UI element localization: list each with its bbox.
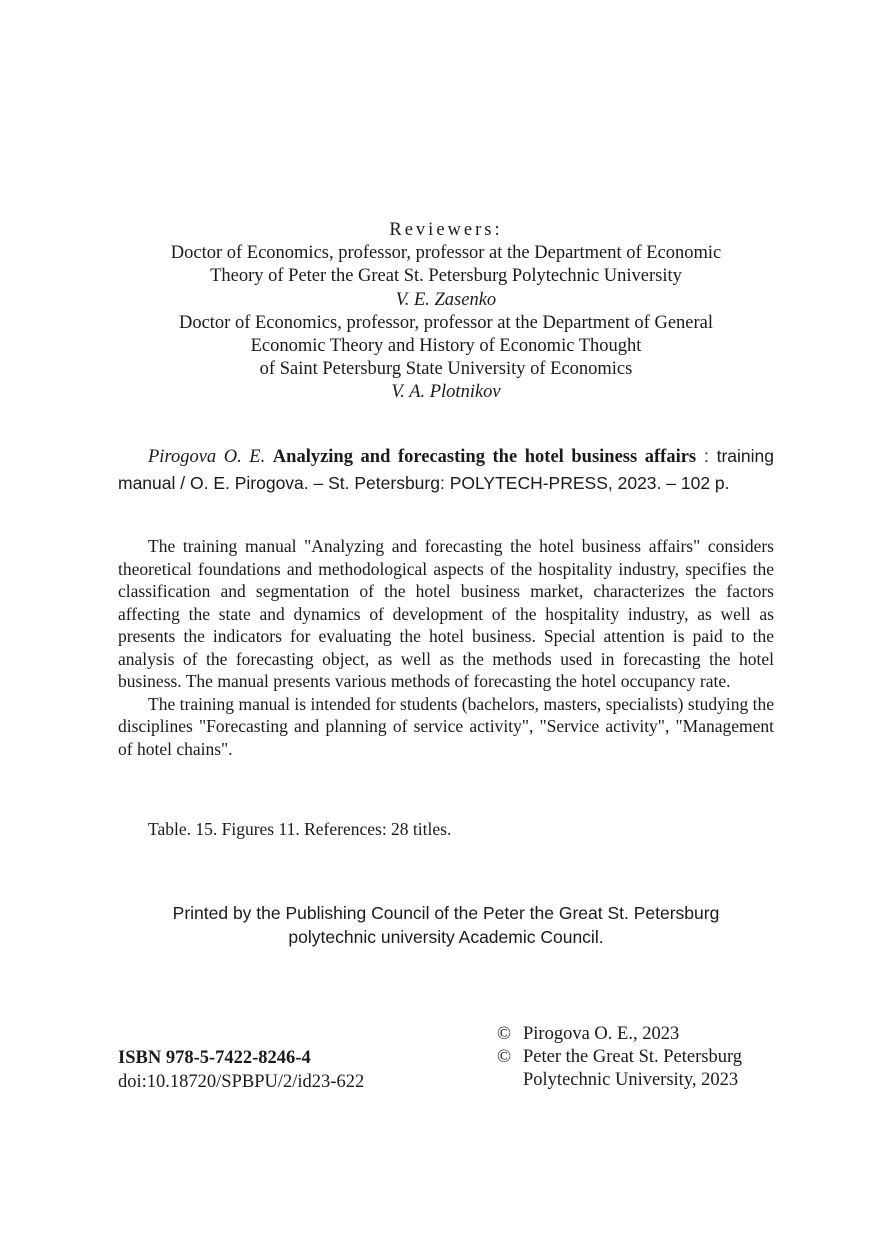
copyright-icon: © xyxy=(497,1024,512,1044)
reviewer-1-affiliation-line-2: Theory of Peter the Great St. Petersburg Polytechnic University xyxy=(210,266,682,287)
doi: doi:10.18720/SPBPU/2/id23-622 xyxy=(118,1072,365,1092)
reviewer-1-affiliation-line-1: Doctor of Economics, professor, professor at the Department of Economic xyxy=(170,243,722,264)
copyright-icon: © xyxy=(497,1047,512,1068)
abstract-paragraph-1: The training manual "Analyzing and forecasting the hotel business affairs" considers theoretical foundations and methodological aspects of the hospitality industry, specifies the classification and segmentation of the hotel business market, characterizes the factors affecting the state and dynamics of development of the hospitality industry, as well as presents the indicators for evaluating the hotel business. Special attention is paid to the analysis of the forecasting object, as well as the methods used in forecasting the hotel business. The manual presents various methods of forecasting the hotel occupancy rate. xyxy=(118,536,774,691)
printed-by-notice xyxy=(118,902,774,949)
bibliographic-citation xyxy=(118,443,774,497)
reviewers-block xyxy=(118,219,774,405)
reviewer-2-affiliation-line-1: Doctor of Economics, professor, professor at the Department of General xyxy=(178,312,714,333)
copyright-holder-author: Pirogova O. E., 2023 xyxy=(523,1024,680,1044)
content-counts: Table. 15. Figures 11. References: 28 titles. xyxy=(148,819,452,839)
citation-title: Analyzing and forecasting the hotel business affairs xyxy=(272,447,697,467)
reviewer-2-affiliation-line-2: Economic Theory and History of Economic Thought xyxy=(250,336,642,357)
copyright-holder-university-line-1: Peter the Great St. Petersburg xyxy=(523,1047,743,1068)
copyright-block xyxy=(497,1023,742,1093)
abstract xyxy=(118,535,774,760)
printed-by-line-1: Printed by the Publishing Council of the Peter the Great St. Petersburg xyxy=(172,903,720,923)
copyright-row-author xyxy=(497,1023,742,1046)
abstract-paragraph-2: The training manual is intended for students (bachelors, masters, specialists) studying the disciplines "Forecasting and planning of service activity", "Service activity", "Management of hotel chains". xyxy=(118,693,774,759)
copyright-row-university-cont xyxy=(497,1069,742,1092)
citation-publication: – St. Petersburg: POLYTECH-PRESS, 2023. – 102 p. xyxy=(308,473,730,493)
reviewers-heading: Reviewers: xyxy=(389,220,503,240)
copyright-row-university xyxy=(497,1046,742,1069)
printed-by-line-2: polytechnic university Academic Council. xyxy=(288,926,604,947)
reviewer-2-affiliation-line-3: of Saint Petersburg State University of Economics xyxy=(259,359,633,380)
isbn: ISBN 978-5-7422-8246-4 xyxy=(118,1048,311,1068)
reviewer-2-name: V. A. Plotnikov xyxy=(391,382,501,403)
copyright-holder-university-line-2: Polytechnic University, 2023 xyxy=(523,1070,739,1091)
citation-type: : training manual / O. E. Pirogova. xyxy=(118,446,775,493)
reviewer-1-name: V. E. Zasenko xyxy=(395,289,497,310)
identifiers xyxy=(118,1046,364,1094)
citation-author: Pirogova O. E. xyxy=(148,447,266,467)
